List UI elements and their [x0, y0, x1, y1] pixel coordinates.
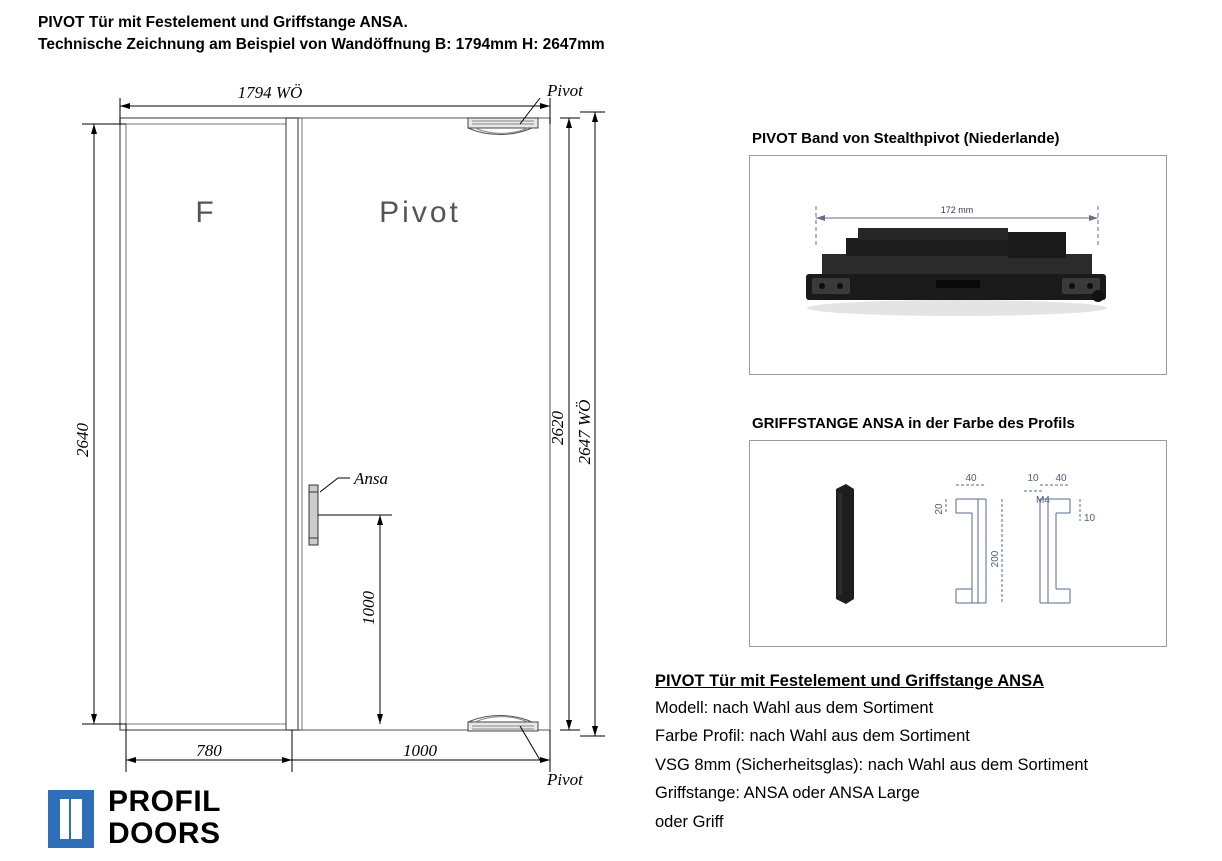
- griffstange-section-title: GRIFFSTANGE ANSA in der Farbe des Profils: [752, 415, 1075, 432]
- dimension-left: 2640: [73, 423, 92, 457]
- griffstange-dim-10-right: 10: [1084, 513, 1096, 524]
- griffstange-photo: [749, 440, 1167, 647]
- spec-line-vsg: VSG 8mm (Sicherheitsglas): nach Wahl aus dem Sortiment: [655, 755, 1089, 774]
- spec-line-griffstange: Griffstange: ANSA oder ANSA Large: [655, 784, 920, 803]
- profil-doors-logo: [48, 786, 308, 856]
- griffstange-dim-40-right: 40: [1055, 473, 1067, 484]
- pivot-band-photo: [749, 155, 1167, 375]
- dimension-top: 1794 WÖ: [237, 83, 303, 102]
- dimension-handle-height: 1000: [359, 591, 378, 625]
- pivot-band-section-title: PIVOT Band von Stealthpivot (Niederlande): [752, 130, 1060, 147]
- page-title-line1: PIVOT Tür mit Festelement und Griffstange ANSA.: [38, 14, 408, 31]
- logo-line2: DOORS: [108, 817, 221, 851]
- dimension-right-inner: 2620: [548, 411, 567, 445]
- griffstange-dim-10-top: 10: [1027, 473, 1039, 484]
- dimension-bottom-left: 780: [196, 741, 222, 760]
- label-fixed-panel: F: [195, 196, 217, 229]
- logo-line1: PROFIL: [108, 785, 221, 818]
- label-pivot-top: Pivot: [547, 81, 583, 100]
- griffstange-dim-40-left: 40: [965, 473, 977, 484]
- griffstange-dim-20: 20: [934, 503, 945, 515]
- pivot-band-dimension-label: 172 mm: [940, 205, 974, 215]
- dimension-right-outer: 2647 WÖ: [575, 399, 594, 465]
- label-handle-ansa: Ansa: [354, 469, 388, 488]
- specification-block: [655, 672, 1215, 836]
- spec-heading: PIVOT Tür mit Festelement und Griffstange ANSA: [655, 672, 1045, 690]
- label-pivot-bottom: Pivot: [547, 770, 583, 789]
- logo-mark-icon: [48, 790, 94, 848]
- page-title: [38, 12, 838, 57]
- spec-line-farbe-profil: Farbe Profil: nach Wahl aus dem Sortiment: [655, 727, 970, 746]
- griffstange-dim-200: 200: [990, 550, 1001, 568]
- dimension-bottom-right: 1000: [403, 741, 437, 760]
- griffstange-dim-m4: M4: [1036, 495, 1050, 506]
- technical-drawing: [20, 60, 700, 800]
- spec-line-modell: Modell: nach Wahl aus dem Sortiment: [655, 699, 934, 717]
- spec-line-oder-griff: oder Griff: [655, 812, 724, 831]
- logo-wordmark: [108, 786, 221, 851]
- page-title-line2: Technische Zeichnung am Beispiel von Wandöffnung B: 1794mm H: 2647mm: [38, 36, 605, 54]
- label-door-panel: Pivot: [379, 196, 461, 229]
